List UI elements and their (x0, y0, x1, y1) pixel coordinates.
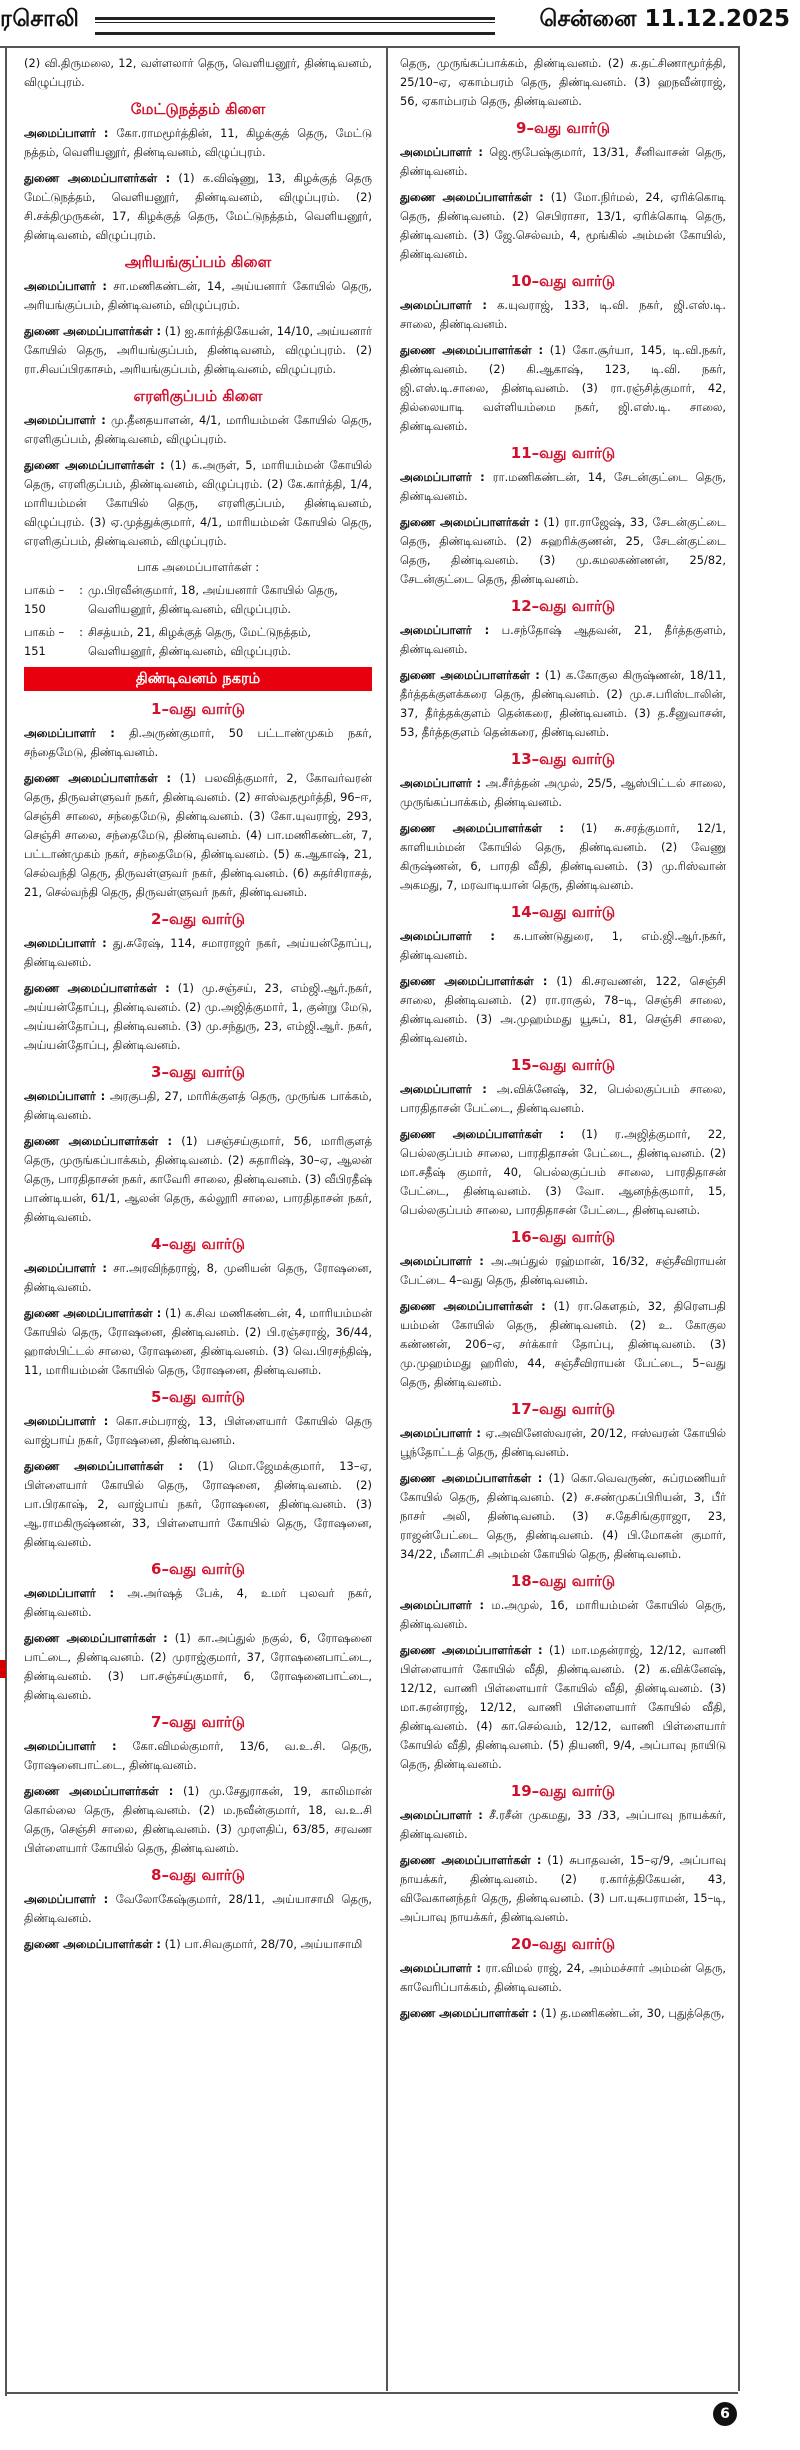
role-label: அமைப்பாளர் : (24, 1586, 115, 1600)
member-entry (400, 1469, 726, 1564)
right-frame-rule (738, 46, 740, 2391)
left-column (24, 54, 372, 2389)
role-label: அமைப்பாளர் : (24, 1739, 117, 1753)
frame-bottom-rule (5, 2392, 738, 2394)
left-frame-rule (5, 46, 7, 2396)
right-column (400, 54, 726, 2389)
role-label: துணை அமைப்பாளர்கள் : (400, 190, 544, 204)
ward-heading: 8–வது வார்டு (151, 1866, 245, 1884)
entry-text: சீ.ரசீன் முகமது, 33 /33, அப்பாவு நாயக்கர், திண்டிவனம். (400, 1808, 726, 1841)
member-entry (24, 1087, 372, 1125)
member-entry (24, 1782, 372, 1858)
role-label: அமைப்பாளர் : (400, 623, 490, 637)
booth-entry (24, 581, 372, 619)
role-label: அமைப்பாளர் : (400, 145, 483, 159)
ward-heading: 19–வது வார்டு (510, 1782, 616, 1800)
entry-text: கொ.சம்பராஜ், 13, பிள்ளையார் கோயில் தெரு வாஜ்பாய் நகர், ரோஷனை, திண்டிவனம். (24, 1414, 372, 1447)
column-divider (386, 46, 388, 2391)
entry-text: (1) பா.சிவகுமார், 28/70, அய்யாசாமி (160, 1937, 363, 1951)
entry-text: (1) பசஞ்சய்குமார், 56, மாரிகுளத் தெரு, முருங்கப்பாக்கம், திண்டிவனம். (2) சுதாரிஷ், 30–ஏ, ஆலன் தெரு, பாரதிதாசன் நகர், காவேரி சாலை, திண்டிவனம். (3) வீபிரதீஷ் பாண்டியன், 61/1, ஆலன் தெரு, கல்லூரி சாலை, பாரதிதாசன் நகர், திண்டிவனம். (24, 1134, 372, 1224)
member-entry (400, 1080, 726, 1118)
member-entry (400, 468, 726, 506)
member-entry (24, 1412, 372, 1450)
role-label: துணை அமைப்பாளர்கள் : (24, 1784, 174, 1798)
member-entry (24, 1737, 372, 1775)
role-label: அமைப்பாளர் : (400, 1254, 484, 1268)
entry-text: (1) ர.அஜித்குமார், 22, பெல்லகுப்பம் சாலை, பாரதிதாசன் பேட்டை, திண்டிவனம். (2) மா.சதீஷ் குமார், 40, பெல்லகுப்பம் சாலை, பாரதிதாசன் பேட்டை, திண்டிவனம். (3) வோ. ஆனந்த்குமார், 15, பெல்லகுப்பம் சாலை, பாரதிதாசன் பேட்டை, திண்டிவனம். (400, 1127, 726, 1217)
entry-text: (1) க.அருள், 5, மாரியம்மன் கோயில் தெரு, எரளிகுப்பம், திண்டிவனம், விழுப்புரம். (2) கே.கார்த்தி, 1/4, மாரியம்மன் கோயில் தெரு, எரளிகுப்பம், திண்டிவனம், விழுப்புரம். (3) ஏ.முத்துக்குமார், 4/1, மாரியம்மன் கோயில் தெரு, எரளிகுப்பம், திண்டிவனம், விழுப்புரம். (24, 458, 372, 548)
role-label: அமைப்பாளர் : (24, 1089, 106, 1103)
entry-text: அ.விக்னேஷ், 32, பெல்லகுப்பம் சாலை, பாரதிதாசன் பேட்டை, திண்டிவனம். (400, 1082, 726, 1115)
member-entry (400, 2004, 726, 2023)
member-entry (24, 769, 372, 902)
role-label: அமைப்பாளர் : (400, 298, 487, 312)
ward-heading: 16–வது வார்டு (510, 1228, 616, 1246)
role-label: துணை அமைப்பாளர்கள் : (24, 1631, 168, 1645)
member-entry (400, 1424, 726, 1462)
member-entry (400, 927, 726, 965)
role-label: அமைப்பாளர் : (24, 279, 107, 293)
entry-text: க.யுவராஜ், 133, டி.வி. நகர், ஜி.எஸ்.டி. சாலை, திண்டிவனம். (400, 298, 726, 331)
ward-heading: 4–வது வார்டு (151, 1235, 245, 1253)
entry-text: அ.அர்ஷத் பேக், 4, உமர் புலவர் நகர், திண்டிவனம். (24, 1586, 372, 1619)
entry-text: (1) பலவித்குமார், 2, கோவர்வரன் தெரு, திருவள்ளுவர் நகர், திண்டிவனம். (2) சாஸ்வதமூர்த்தி, 96–ஈ, செஞ்சி சாலை, சந்தைமேடு, திண்டிவனம். (3) கோ.யுவராஜ், 293, செஞ்சி சாலை, சந்தைமேடு, திண்டிவனம். (4) பா.மணிகண்டன், 7, பட்டாண்முகம் நகர், சந்தைமேடு, திண்டிவனம். (5) க.ஆகாஷ், 21, செல்வந்தி தெரு, திருவள்ளுவர் நகர், திண்டிவனம். (6) சுதர்சிராசத், 21, செல்வந்தி தெரு, திருவள்ளுவர் நகர், திண்டிவனம். (24, 771, 372, 899)
masthead-rule (95, 17, 495, 35)
member-entry (400, 1125, 726, 1220)
ward-heading: 13–வது வார்டு (510, 750, 616, 768)
member-entry (24, 1584, 372, 1622)
role-label: துணை அமைப்பாளர்கள் : (24, 981, 170, 995)
entry-text: ஏ.அவினேஸ்வரன், 20/12, ஈஸ்வரன் கோயில் பூந்தோட்டத் தெரு, திண்டிவனம். (400, 1426, 726, 1459)
role-label: துணை அமைப்பாளர்கள் : (400, 2006, 537, 2020)
page-number: 6 (713, 2402, 737, 2426)
member-entry (24, 1132, 372, 1227)
member-entry (400, 1297, 726, 1392)
member-entry (400, 666, 726, 742)
member-entry (24, 1629, 372, 1705)
member-entry (400, 1252, 726, 1290)
entry-text: க.பாண்டுதுரை, 1, எம்.ஜி.ஆர்.நகர், திண்டிவனம். (400, 929, 726, 962)
member-entry (24, 124, 372, 162)
entry-text: ம.அமுல், 16, மாரியம்மன் கோயில் தெரு, திண்டிவனம். (400, 1598, 726, 1631)
member-entry (400, 819, 726, 895)
entry-text: வேலோகேஷ்குமார், 28/11, அய்யாசாமி தெரு, திண்டிவனம். (24, 1892, 372, 1925)
ward-heading: 11–வது வார்டு (510, 444, 616, 462)
member-entry (24, 277, 372, 315)
member-entry (24, 1304, 372, 1380)
entry-text: தெரு, முருங்கப்பாக்கம், திண்டிவனம். (2) க.தட்சிணாமூர்த்தி, 25/10–ஏ, ஏகாம்பரம் தெரு, திண்டிவனம். (3) ஹநவீன்ராஜ், 56, ஏகாம்பரம் தெரு, திண்டிவனம். (400, 56, 726, 108)
section-banner: திண்டிவனம் நகரம் (24, 667, 372, 691)
role-label: துணை அமைப்பாளர்கள் : (24, 458, 165, 472)
role-label: அமைப்பாளர் : (400, 1082, 487, 1096)
entry-text: (1) க.கோகுல கிருஷ்ணன், 18/11, தீர்த்தக்குளக்கரை தெரு, திண்டிவனம். (2) மு.ச.பரிஸ்டாலின், 37, தீர்த்தக்குளம் தென்கரை, திண்டிவனம். (3) த.சீனுவாசன், 53, தீர்த்தகுளம் தென்கரை, திண்டிவனம். (400, 668, 726, 739)
entry-text: (1) ஐ.கார்த்திகேயன், 14/10, அய்யனார் கோயில் தெரு, அரியங்குப்பம், திண்டிவனம், விழுப்புரம். (2) ரா.சிவப்பிரகாசம், அரியங்குப்பம், திண்டிவனம், விழுப்புரம். (24, 324, 372, 376)
member-entry (400, 621, 726, 659)
booth-number: பாகம் – 151 (24, 625, 65, 658)
member-entry (24, 169, 372, 245)
role-label: அமைப்பாளர் : (24, 126, 109, 140)
entry-text: கோ.விமல்குமார், 13/6, வ.உ.சி. தெரு, ரோஷனைபாட்டை, திண்டிவனம். (24, 1739, 372, 1772)
role-label: துணை அமைப்பாளர்கள் : (400, 343, 544, 357)
member-entry (400, 296, 726, 334)
role-label: அமைப்பாளர் : (24, 726, 115, 740)
role-label: அமைப்பாளர் : (24, 1414, 109, 1428)
ward-heading: 1–வது வார்டு (151, 700, 245, 718)
role-label: துணை அமைப்பாளர்கள் : (24, 1459, 183, 1473)
paragraph (400, 54, 726, 111)
entry-text: ப.சந்தோஷ் ஆதவன், 21, தீர்த்தகுளம், திண்டிவனம். (400, 623, 726, 656)
edition-date: சென்னை 11.12.2025 (539, 6, 790, 32)
role-label: அமைப்பாளர் : (400, 1426, 481, 1440)
member-entry (400, 1806, 726, 1844)
entry-text: அரகுபதி, 27, மாரிக்குளத் தெரு, முருங்க பாக்கம், திண்டிவனம். (24, 1089, 372, 1122)
booth-separator: : (79, 583, 83, 597)
member-entry (400, 513, 726, 589)
booth-heading: பாக அமைப்பாளர்கள் : (136, 560, 260, 574)
role-label: அமைப்பாளர் : (400, 1598, 485, 1612)
entry-text: (1) க.சிவ மணிகண்டன், 4, மாரியம்மன் கோயில் தெரு, ரோஷனை, திண்டிவனம். (2) பி.ரஞ்சராஜ், 36/44, ஹாஸ்பிட்டல் சாலை, ரோஷனை, திண்டிவனம். (3) வெ.பிரசந்திஷ், 11, மாரியம்மன் கோயில் தெரு, ரோஷனை, திண்டிவனம். (24, 1306, 372, 1377)
entry-text: (1) கொ.வெவருண், சுப்ரமணியர் கோயில் தெரு, திண்டிவனம். (2) ச.சண்முகப்பிரியன், 3, பீர் நாசர் அலி, திண்டிவனம். (3) ச.தேசிங்குராஜா, 23, ராஜன்பேட்டை தெரு, திண்டிவனம். (4) பி.மோகன் குமார், 34/22, மீனாட்சி அம்மன் கோயில் தெரு, திண்டிவனம். (400, 1471, 726, 1561)
role-label: அமைப்பாளர் : (400, 1961, 482, 1975)
entry-text: (1) கா.அப்துல் நகுல், 6, ரோஷனை பாட்டை, திண்டிவனம். (2) முராஜ்குமார், 37, ரோஷனைபாட்டை, திண்டிவனம். (3) பா.சஞ்சய்குமார், 6, ரோஷனைபாட்டை, திண்டிவனம். (24, 1631, 372, 1702)
booth-number: பாகம் – 150 (24, 583, 65, 616)
role-label: துணை அமைப்பாளர்கள் : (400, 1643, 543, 1657)
entry-text: (1) மு.சஞ்சய், 23, எம்ஜி.ஆர்.நகர், அய்யன்தோப்பு, திண்டிவனம். (2) மு.அஜித்குமார், 1, குன்று மேடு, அய்யன்தோப்பு, திண்டிவனம். (3) மு.சந்துரு, 23, எம்ஜி.ஆர். நகர், அய்யன்தோப்பு, திண்டிவனம். (24, 981, 372, 1052)
frame-top-rule (0, 46, 740, 48)
ward-heading: 5–வது வார்டு (151, 1388, 245, 1406)
role-label: அமைப்பாளர் : (400, 929, 495, 943)
entry-text: து.சுரேஷ், 114, சமாராஜர் நகர், அய்யன்தோப்பு, திண்டிவனம். (24, 936, 372, 969)
entry-text: அ.அப்துல் ரஹ்மான், 16/32, சஞ்சீவிராயன் பேட்டை 4–வது தெரு, திண்டிவனம். (400, 1254, 726, 1287)
role-label: அமைப்பாளர் : (24, 1892, 109, 1906)
entry-text: (1) சுபாதவன், 15–ஏ/9, அப்பாவு நாயக்கர், திண்டிவனம். (2) ர.கார்த்திகேயன், 43, விவேகானந்தர் தெரு, திண்டிவனம். (3) பா.யுசுபராமன், 15–டி, அப்பாவு நாயக்கர், திண்டிவனம். (400, 1853, 726, 1924)
member-entry (400, 188, 726, 264)
entry-text: தி.அருண்குமார், 50 பட்டாண்முகம் நகர், சந்தைமேடு, திண்டிவனம். (24, 726, 372, 759)
ward-heading: 9–வது வார்டு (516, 119, 610, 137)
entry-text: ரா.மணிகண்டன், 14, சேடன்குட்டை தெரு, திண்டிவனம். (400, 470, 726, 503)
ward-heading: 17–வது வார்டு (510, 1400, 616, 1418)
entry-text: (1) த.மணிகண்டன், 30, புதுத்தெரு, (536, 2006, 725, 2020)
booth-separator: : (79, 625, 83, 639)
role-label: அமைப்பாளர் : (400, 1808, 483, 1822)
ward-heading: 14–வது வார்டு (510, 903, 616, 921)
ward-heading: அரியங்குப்பம் கிளை (124, 253, 272, 271)
role-label: அமைப்பாளர் : (24, 1261, 107, 1275)
member-entry (24, 724, 372, 762)
member-entry (400, 1641, 726, 1774)
entry-text: (1) கோ.சூர்யா, 145, டி.வி.நகர், திண்டிவனம். (2) கி.ஆகாஷ், 123, டி.வி. நகர், ஜி.எஸ்.டி.சாலை, திண்டிவனம். (3) ரா.ரஞ்சித்குமார், 42, தில்லையாடி வள்ளியம்மை நகர், ஜி.எஸ்.டி. சாலை, திண்டிவனம். (400, 343, 726, 433)
ward-heading: 2–வது வார்டு (151, 910, 245, 928)
ward-heading: 15–வது வார்டு (510, 1056, 616, 1074)
member-entry (400, 774, 726, 812)
ward-heading: எரளிகுப்பம் கிளை (133, 387, 263, 405)
booth-member: சிசத்யம், 21, கிழக்குத் தெரு, மேட்டுநத்தம், வெளியனூர், திண்டிவனம், விழுப்புரம். (88, 625, 311, 658)
entry-text: (1) மு.சேதுராகன், 19, காலிமான் கொல்லை தெரு, திண்டிவனம். (2) ம.நவீன்குமார், 18, வ.உ.சி தெரு, செஞ்சி சாலை, திண்டிவனம். (3) முரளதிப், 63/85, சரவண பிள்ளையார் கோயில் தெரு, திண்டிவனம். (24, 1784, 372, 1855)
entry-text: (1) ரா.ராஜேஷ், 33, சேடன்குட்டை தெரு, திண்டிவனம். (2) சுஹரிக்குணன், 25, சேடன்குட்டை தெரு, திண்டிவனம். (3) மு.கமலகண்ணன், 25/82, சேடன்குட்டை தெரு, திண்டிவனம். (400, 515, 726, 586)
member-entry (24, 934, 372, 972)
member-entry (24, 322, 372, 379)
ward-heading: 10–வது வார்டு (510, 272, 616, 290)
ward-heading: மேட்டுநத்தம் கிளை (130, 100, 266, 118)
role-label: அமைப்பாளர் : (400, 470, 485, 484)
entry-text: கோ.ராமமூர்த்தின், 11, கிழக்குத் தெரு, மேட்டு நத்தம், வெளியனூர், திண்டிவனம், விழுப்புரம். (24, 126, 372, 159)
role-label: துணை அமைப்பாளர்கள் : (24, 1134, 173, 1148)
entry-text: (1) மா.மதன்ராஜ், 12/12, வாணி பிள்ளையார் கோயில் வீதி, திண்டிவனம். (2) க.விக்னேஷ், 12/12, வாணி பிள்ளையார் கோயில் வீதி, திண்டிவனம். (3) மா.சுரன்ராஜ், 12/12, வாணி பிள்ளையார் கோயில் வீதி, திண்டிவனம். (4) கா.செல்வம், 12/12, வாணி பிள்ளையார் கோயில் வீதி, திண்டிவனம். (5) தியணி, 9/4, அப்பாவு நாயிடு தெரு, திண்டிவனம். (400, 1643, 726, 1771)
entry-text: (1) மோ.நிர்மல், 24, ஏரிக்கொடி தெரு, திண்டிவனம். (2) செபிராசா, 13/1, ஏரிக்கொடி தெரு, திண்டிவனம். (3) ஜே.செல்வம், 4, மூங்கில் அம்மன் கோயில், திண்டிவனம். (400, 190, 726, 261)
role-label: துணை அமைப்பாளர்கள் : (400, 1853, 542, 1867)
ward-heading: 12–வது வார்டு (510, 597, 616, 615)
role-label: துணை அமைப்பாளர்கள் : (24, 324, 162, 338)
entry-text: (2) வி.திருமலை, 12, வள்ளலார் தெரு, வெளியனூர், திண்டிவனம், விழுப்புரம். (24, 56, 372, 89)
role-label: துணை அமைப்பாளர்கள் : (400, 974, 548, 988)
entry-text: மு.தீனதயாளன், 4/1, மாரியம்மன் கோயில் தெரு, எரளிகுப்பம், திண்டிவனம், விழுப்புரம். (24, 413, 372, 446)
entry-text: ஜெ.ரூபேஷ்குமார், 13/31, சீனிவாசன் தெரு, திண்டிவனம். (400, 145, 726, 178)
entry-text: (1) க.விஷ்ணு, 13, கிழக்குத் தெரு மேட்டுநத்தம், வெளியனூர், திண்டிவனம், விழுப்புரம். (2) சி.சக்திமுருகன், 17, கிழக்குத் தெரு, மேட்டுநத்தம், வெளியனூர், திண்டிவனம், விழுப்புரம். (24, 171, 372, 242)
paper-name: ரசொலி (0, 6, 80, 32)
ward-heading: 6–வது வார்டு (151, 1560, 245, 1578)
role-label: துணை அமைப்பாளர்கள் : (400, 668, 540, 682)
entry-text: சா.மணிகண்டன், 14, அய்யனார் கோயில் தெரு, அரியங்குப்பம், திண்டிவனம், விழுப்புரம். (24, 279, 372, 312)
role-label: துணை அமைப்பாளர்கள் : (400, 1471, 543, 1485)
member-entry (400, 1851, 726, 1927)
role-label: துணை அமைப்பாளர்கள் : (400, 1127, 565, 1141)
member-entry (24, 456, 372, 551)
role-label: அமைப்பாளர் : (400, 776, 482, 790)
role-label: துணை அமைப்பாளர்கள் : (400, 1299, 546, 1313)
role-label: துணை அமைப்பாளர்கள் : (24, 171, 171, 185)
ward-heading: 3–வது வார்டு (151, 1063, 245, 1081)
masthead (0, 0, 800, 44)
member-entry (24, 1890, 372, 1928)
member-entry (24, 1457, 372, 1552)
member-entry (24, 1935, 372, 1954)
member-entry (400, 972, 726, 1048)
ward-heading: 20–வது வார்டு (510, 1935, 616, 1953)
booth-entry (24, 623, 372, 661)
member-entry (24, 1259, 372, 1297)
role-label: அமைப்பாளர் : (24, 413, 106, 427)
entry-text: (1) சு.சரத்குமார், 12/1, காளியம்மன் கோயில் தெரு, திண்டிவனம். (2) வேணு கிருஷ்ணன், 6, பாரதி வீதி, திண்டிவனம். (3) மு.ரிஸ்வான் அகமது, 7, மரவாடியான் தெரு, திண்டிவனம். (400, 821, 726, 892)
role-label: துணை அமைப்பாளர்கள் : (24, 1306, 162, 1320)
entry-text: அ.சீர்த்தன் அமுல், 25/5, ஆஸ்பிட்டல் சாலை, முருங்கப்பாக்கம், திண்டிவனம். (400, 776, 726, 809)
entry-text: (1) ரா.கௌதம், 32, திரௌபதி யம்மன் கோயில் தெரு, திண்டிவனம். (2) உ. கோகுல கண்ணன், 206–ஏ, சர்க்கார் தோப்பு, திண்டிவனம். (3) மு.முஹம்மது ஹரிஸ், 44, சஞ்சீவிராயன் பேட்டை, 5–வது தெரு, திண்டிவனம். (400, 1299, 726, 1389)
booth-member: மு.பிரவீன்குமார், 18, அய்யனார் கோயில் தெரு, வெளியனூர், திண்டிவனம், விழுப்புரம். (88, 583, 338, 616)
ward-heading: 7–வது வார்டு (151, 1713, 245, 1731)
member-entry (400, 1596, 726, 1634)
member-entry (24, 979, 372, 1055)
role-label: துணை அமைப்பாளர்கள் : (400, 515, 539, 529)
role-label: அமைப்பாளர் : (24, 936, 107, 950)
entry-text: சா.அரவிந்தராஜ், 8, முனியன் தெரு, ரோஷனை, திண்டிவனம். (24, 1261, 372, 1294)
role-label: துணை அமைப்பாளர்கள் : (400, 821, 564, 835)
entry-text: ரா.விமல் ராஜ், 24, அம்மச்சார் அம்மன் தெரு, காவேரிப்பாக்கம், திண்டிவனம். (400, 1961, 726, 1994)
member-entry (400, 1959, 726, 1997)
member-entry (400, 143, 726, 181)
section-marker (0, 1660, 6, 1678)
role-label: துணை அமைப்பாளர்கள் : (24, 1937, 161, 1951)
entry-text: (1) மொ.ஜேமக்குமார், 13–ஏ, பிள்ளையார் கோயில் தெரு, ரோஷனை, திண்டிவனம். (2) பா.பிரகாஷ், 2, வாஜ்பாய் நகர், ரோஷனை, திண்டிவனம். (3) ஆ.ராமகிருஷ்ணன், 33, பிள்ளையார் கோயில் தெரு, ரோஷனை, திண்டிவனம். (24, 1459, 372, 1549)
role-label: துணை அமைப்பாளர்கள் : (24, 771, 172, 785)
ward-heading: 18–வது வார்டு (510, 1572, 616, 1590)
paragraph (24, 54, 372, 92)
member-entry (400, 341, 726, 436)
member-entry (24, 411, 372, 449)
entry-text: (1) கி.சரவணன், 122, செஞ்சி சாலை, திண்டிவனம். (2) ரா.ராகுல், 78–டி, செஞ்சி சாலை, திண்டிவனம். (3) அ.முஹம்மது யூசுப், 81, செஞ்சி சாலை, திண்டிவனம். (400, 974, 726, 1045)
